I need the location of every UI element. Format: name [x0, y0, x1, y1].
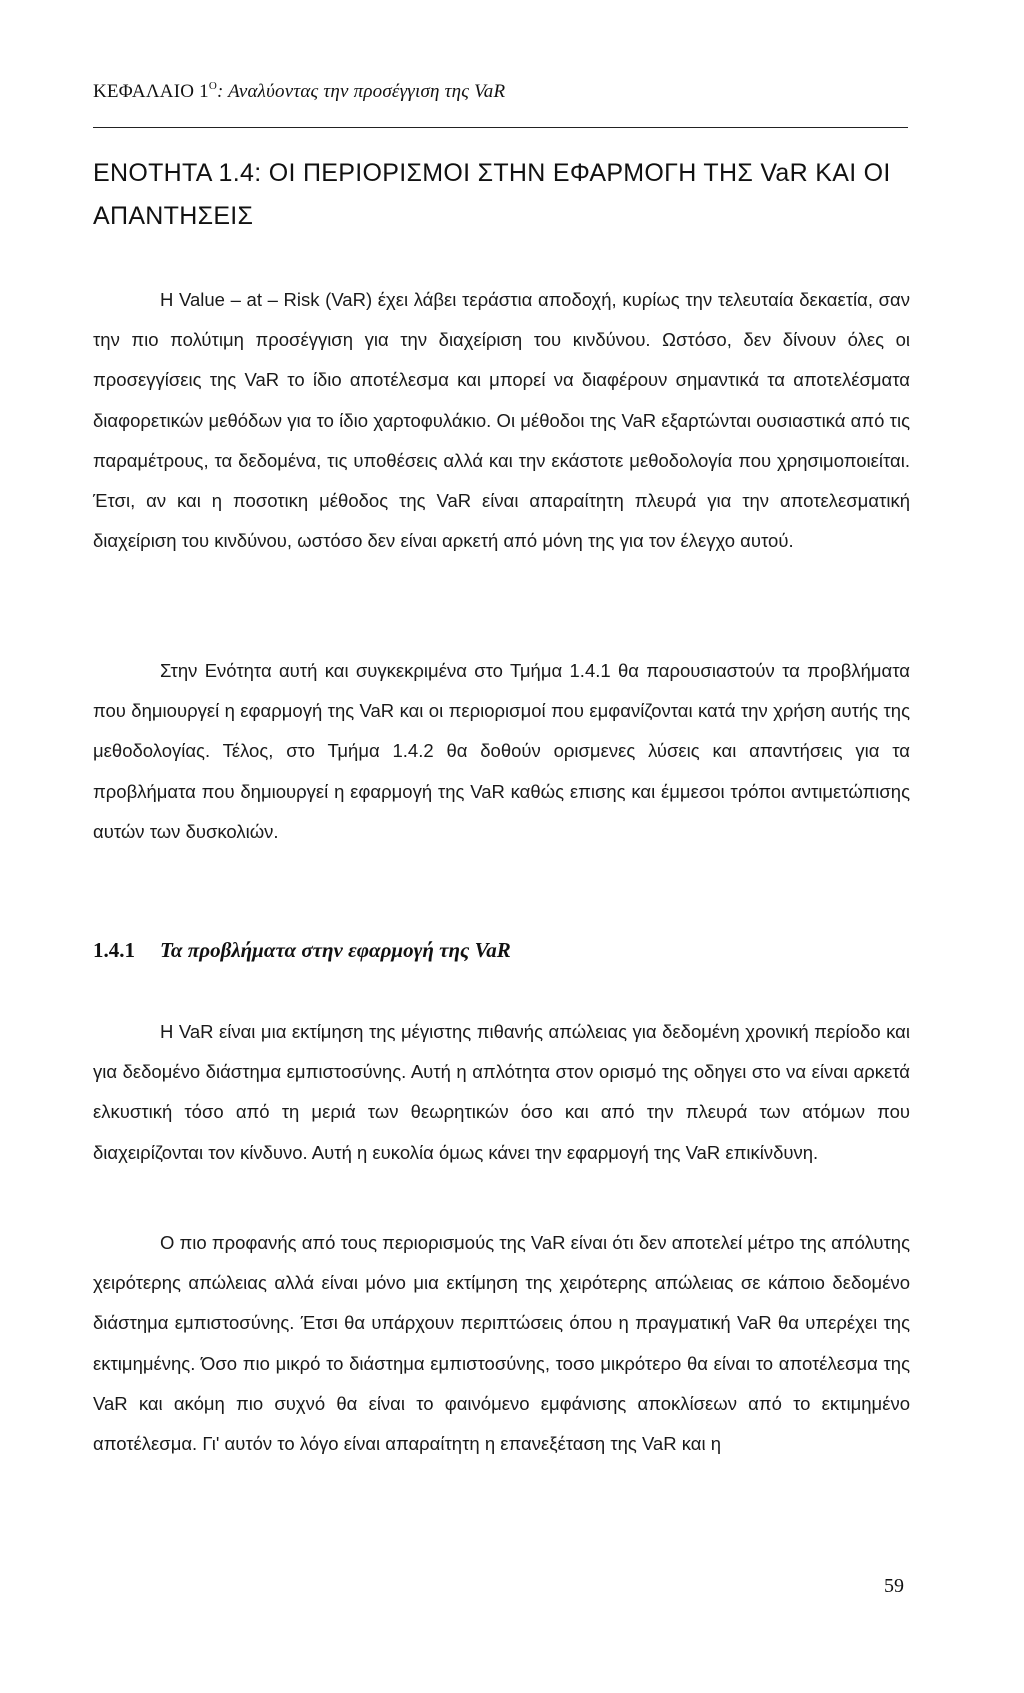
paragraph-2: Στην Ενότητα αυτή και συγκεκριμένα στο Τμήμα 1.4.1 θα παρουσιαστούν τα προβλήματα που δημιουργεί η εφαρμογή της VaR και οι περιορισμοί που εμφανίζονται κατά την χρήση αυτής της μεθοδολογίας. Τέλος, στο Τμήμα 1.4.2 θα δοθούν ορισμενες λύσεις και απαντήσεις για τα προβλήματα που δημιουργεί η εφαρμογή της VaR καθώς επισης και έμμεσοι τρόποι αντιμετώπισης αυτών των δυσκολιών.	[93, 660, 910, 842]
paragraph-4: Ο πιο προφανής από τους περιορισμούς της VaR είναι ότι δεν αποτελεί μέτρο της απόλυτης χειρότερης απώλειας αλλά είναι μόνο μια εκτίμηση της χειρότερης απώλειας σε κάποιο δεδομένο διάστημα εμπιστοσύνης. Έτσι θα υπάρχουν περιπτώσεις όπου η πραγματική VaR θα υπερέχει της εκτιμημένης. Όσο πιο μικρό το διάστημα εμπιστοσύνης, τοσο μικρότερο θα είναι το αποτέλεσμα της VaR και ακόμη πιο συχνό θα είναι το φαινόμενο εμφάνισης αποκλίσεων από το εκτιμημένο αποτέλεσμα. Γι' αυτόν το λόγο είναι απαραίτητη η επανεξέταση της VaR και η	[93, 1232, 910, 1455]
page-number: 59	[884, 1575, 904, 1597]
body-text-block-2	[93, 651, 910, 852]
chapter-subtitle: : Αναλύοντας την προσέγγιση της VaR	[216, 81, 506, 102]
body-text-block-1	[93, 280, 910, 561]
body-text-block-4	[93, 1223, 910, 1464]
header-divider	[93, 127, 908, 128]
subsection-heading	[93, 938, 511, 963]
subsection-number: 1.4.1	[93, 938, 135, 962]
subsection-title: Τα προβλήματα στην εφαρμογή της VaR	[160, 938, 511, 962]
paragraph-3: Η VaR είναι μια εκτίμηση της μέγιστης πιθανής απώλειας για δεδομένη χρονική περίοδο και για δεδομένο διάστημα εμπιστοσύνης. Αυτή η απλότητα στον ορισμό της οδηγει στο να είναι αρκετά ελκυστική τόσο από τη μεριά των θεωρητικών όσο και από την πλευρά των ατόμων που διαχειρίζονται τον κίνδυνο. Αυτή η ευκολία όμως κάνει την εφαρμογή της VaR επικίνδυνη.	[93, 1021, 910, 1163]
paragraph-1: Η Value – at – Risk (VaR) έχει λάβει τεράστια αποδοχή, κυρίως την τελευταία δεκαετία, σαν την πιο πολύτιμη προσέγγιση για την διαχείριση του κινδύνου. Ωστόσο, δεν δίνουν όλες οι προσεγγίσεις της VaR το ίδιο αποτέλεσμα και μπορεί να διαφέρουν σημαντικά τα αποτελέσματα διαφορετικών μεθόδων για το ίδιο χαρτοφυλάκιο. Οι μέθοδοι της VaR εξαρτώνται ουσιαστικά από τις παραμέτρους, τα δεδομένα, τις υποθέσεις αλλά και την εκάστοτε μεθοδολογία που χρησιμοποιείται. Έτσι, αν και η ποσοτικη μέθοδος της VaR είναι απαραίτητη πλευρά για την αποτελεσματική διαχείριση του κινδύνου, ωστόσο δεν είναι αρκετή από μόνη της για τον έλεγχο αυτού.	[93, 289, 910, 552]
body-text-block-3	[93, 1012, 910, 1173]
chapter-ordinal-superscript: Ο	[208, 80, 217, 92]
running-header	[93, 80, 505, 103]
chapter-label: ΚΕΦΑΛΑΙΟ 1	[93, 81, 209, 102]
section-title: ΕΝΟΤΗΤΑ 1.4: ΟΙ ΠΕΡΙΟΡΙΣΜΟΙ ΣΤΗΝ ΕΦΑΡΜΟΓΗ ΤΗΣ VaR ΚΑΙ ΟΙ ΑΠΑΝΤΗΣΕΙΣ	[93, 159, 891, 230]
